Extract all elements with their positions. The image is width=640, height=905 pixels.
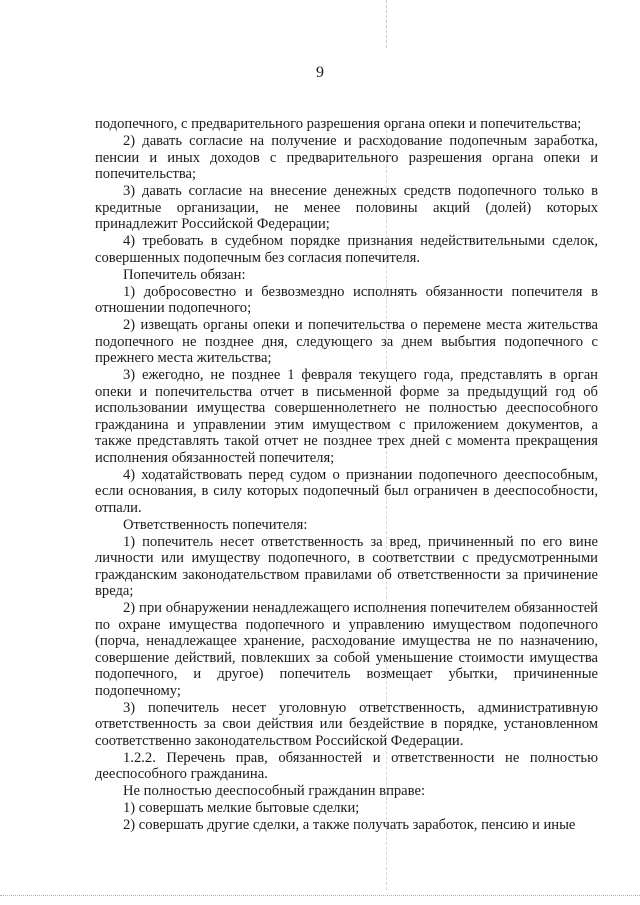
guardian-duty-2: 2) извещать органы опеки и попечительства о перемене места жительства подопечного не позднее дня, следующего за днем выбытия подопечного с прежнего места жительства; xyxy=(95,317,598,366)
duties-heading: Попечитель обязан: xyxy=(123,266,246,283)
page-number: 9 xyxy=(316,64,324,81)
guardian-duty-3: 3) ежегодно, не позднее 1 февраля текущего года, представлять в орган опеки и попечительства отчет в письменной форме за предыдущий год об использовании имущества совершеннолетнего не полностью дееспособного гражданина и управлении этим имуществом с приложением документов, а также представлять такой отчет не позднее трех дней с момента прекращения исполнения обязанностей попечителя; xyxy=(95,367,598,466)
paragraph-continuation: подопечного, с предварительного разрешения органа опеки и попечительства; xyxy=(95,116,582,132)
document-body xyxy=(95,116,598,834)
guardian-duty-4: 4) ходатайствовать перед судом о признании подопечного дееспособным, если основания, в силу которых подопечный был ограничен в дееспособности, отпали. xyxy=(95,466,598,516)
ward-rights-heading: Не полностью дееспособный гражданин вправе: xyxy=(123,783,425,799)
guardian-duty-1: 1) добросовестно и безвозмездно исполнять обязанности попечителя в отношении подопечного; xyxy=(95,283,598,316)
bottom-edge-line xyxy=(0,895,640,896)
ward-right-1: 1) совершать мелкие бытовые сделки; xyxy=(123,800,360,816)
section-1-2-2-heading: 1.2.2. Перечень прав, обязанностей и ответственности не полностью дееспособного гражданина. xyxy=(95,749,598,782)
fold-line-top xyxy=(386,0,387,48)
guardian-liability-1: 1) попечитель несет ответственность за вред, причиненный по его вине личности или имуществу подопечного, в соответствии с предусмотренными гражданским законодательством правилами об ответственности за причинение вреда; xyxy=(95,533,598,599)
ward-right-2: 2) совершать другие сделки, а также получать заработок, пенсию и иные xyxy=(123,817,576,833)
guardian-liability-2: 2) при обнаружении ненадлежащего исполнения попечителем обязанностей по охране имущества подопечного и управлению имуществом подопечного (порча, ненадлежащее хранение, расходование имущества не по назначению, совершение действий, повлекших за собой уменьшение стоимости имущества подопечного, и другое) попечитель возмещает убытки, причиненные подопечному; xyxy=(95,600,598,699)
guardian-liability-3: 3) попечитель несет уголовную ответственность, административную ответственность за свои действия или бездействие в порядке, установленном соответственно законодательством Российской Федерации. xyxy=(95,699,598,749)
guardian-right-2: 2) давать согласие на получение и расходование подопечным заработка, пенсии и иных доходов с предварительного разрешения органа опеки и попечительства; xyxy=(95,133,598,182)
guardian-right-3: 3) давать согласие на внесение денежных средств подопечного только в кредитные организации, не менее половины акций (долей) которых принадлежит Российской Федерации; xyxy=(95,183,598,232)
liability-heading: Ответственность попечителя: xyxy=(123,516,308,533)
guardian-right-4: 4) требовать в судебном порядке признания недействительными сделок, совершенных подопечным без согласия попечителя. xyxy=(95,233,598,266)
